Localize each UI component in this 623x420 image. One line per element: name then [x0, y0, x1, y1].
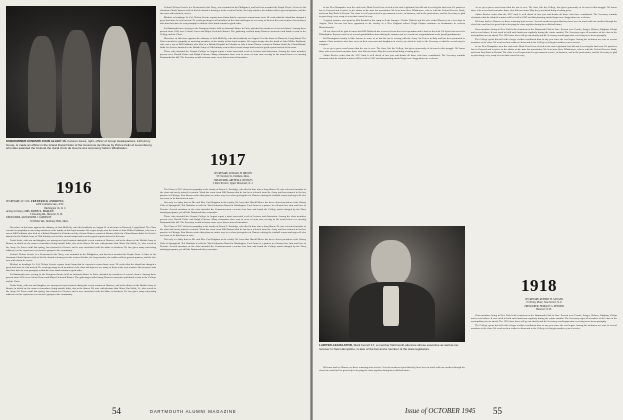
- treasurer-address: 50 Wilbur Rd., Wellesley Hills, Mass.: [30, 219, 69, 223]
- treasurer-label: TREASURER, HORACE G. PENDER: [524, 304, 564, 308]
- paragraph: The Class of 1917 offers its sympathy to the family of Ernest L. Partridge, who died in June after a long illness. He was a devoted member of the class and rarely missed a reunion. Word has come from Bill Duncan that he has been released from the Army and has returned to his law practice in Chicago. Don Brown writes that plans are under way for a class get-together in Hanover during the football season and urges all who can come to let him know at once.: [160, 225, 306, 238]
- paragraph: Sid Harrington's family is little known to some of us but his son is serving with the Army Air Forces in Italy and has been promoted to captain. Class members who have news of their own sons and daughters in service are asked to write to the Secretary so that the record may be complete.: [319, 36, 465, 47]
- text-column-right-upper: [471, 6, 617, 276]
- paragraph: Arthur Bowles writes that the 1917 fund is well ahead of last year and thanks all those who have contributed. The Secretary reminds classmates that the thirtieth reunion will be held in 1947 and that planning should begin now. Suggestions are welcome.: [319, 54, 465, 61]
- secretary-address-1: 4200 Cathedral Ave., N.W.: [36, 203, 64, 207]
- treasurer-address: Hanover, N. H.: [536, 307, 552, 311]
- paragraph: of our New Hampshire men live and work. Mark Ferrell was elected to the state legislature last fall and is serving his first term. He practices law in Concord and is active in the affairs of the state bar association. We hear from Stew Whittemore, who is with the Federal Reserve Bank, and from Ray Buck in Detroit. The class is well represented in government service, in business, and in the professions, and the Secretary is glad to pass along every scrap of news that comes his way.: [471, 45, 617, 58]
- text-column-1917-cont: [319, 6, 465, 222]
- secretary-block-1917: [160, 172, 306, 185]
- treasurer-address: 3 Park Terrace, Upper Montclair, N. J.: [212, 181, 254, 185]
- paragraph: Michael as headings. Lt. Col. Nelson Gowrie reports from Guam that he expects to return home soon. He writes that the island has changed a great deal since he first arrived. He sends greetings to all members of the class and hopes to see many of them at the next reunion. Our treasurer asks that class dues be sent promptly so that the class funds remain in good order.: [6, 263, 156, 273]
- secretary-address: 53 Chestnut St., Dedham, Mass.: [216, 175, 250, 179]
- text-column-1917-end: [319, 366, 465, 406]
- caption-heading: LAWYER-LEGISLATOR,: [319, 343, 353, 347]
- ceremony-photo: [6, 6, 156, 138]
- text-column-1916: [6, 226, 156, 404]
- secretary-label: SECRETARY, LT. COL.: [6, 200, 31, 203]
- page-number-right: 55: [493, 406, 502, 416]
- text-column-1918: [471, 314, 617, 406]
- paragraph: Ex-Dartmouth men serving in the European theater held an informal dinner in Paris, attended by members of several classes. Among those present from 1916 were Colonel Jones and Major Frederick Barnes. The gathering recalled many Hanover memories and drank a toast to the College and the Class.: [6, 273, 156, 283]
- paragraph: Welcome back to Hanover to those returning from service. Several members report that they have been in touch with one another through the class letter and find it a great help in keeping the class together during these difficult times.: [319, 366, 465, 373]
- secretary-address: 73 Trinity Place, New York 6, N. Y.: [525, 301, 563, 305]
- paragraph: As we go to press word comes that the war is over. The class, like the College, has given generously of its sons in this struggle. We honor those who served and remember those who did not return. May the years ahead bring a lasting peace.: [471, 6, 617, 13]
- text-column-right-top: [160, 6, 306, 152]
- left-page: [0, 0, 310, 420]
- secretary-label: SECRETARY, DONALD H. BROWN: [214, 172, 252, 175]
- legislator-photo: [319, 226, 465, 342]
- secretary-label: SECRETARY, ROBERT H. SANGER: [525, 298, 563, 301]
- secretary-address-2: Washington 16, D. C.: [44, 206, 67, 210]
- paragraph: Frank Jenks, with son and daughter, are among our loyal contacts during the recent reunion at Hanover, and at the dinner of the British Army of Burma, in which are the names of members living outside India, also at the dinner. We note with pleasure that Albert Van Sickle, Jr., who served in the Army Air Forces until last spring, has returned to Glencoe and is now associated with his father in business. He has given many interesting addresses on his experiences overseas to groups in the community.: [6, 239, 156, 252]
- secretary-name: FREDERICK ANDREWS: [30, 200, 64, 203]
- paragraph: Arthur Bowles writes that the 1917 fund is well ahead of last year and thanks all those who have contributed. The Secretary reminds classmates that the thirtieth reunion will be held in 1947 and that planning should begin now. Suggestions are welcome.: [471, 13, 617, 20]
- paragraph: Michael as headings. Lt. Col. Nelson Gowrie reports from Guam that he expects to return home soon. He writes that the island has changed a great deal since he first arrived. He sends greetings to all members of the class and hopes to see many of them at the next reunion. Our treasurer asks that class dues be sent promptly so that the class funds remain in good order.: [160, 16, 306, 26]
- paragraph: Elsewhere in this issue appears the obituary of Jack McKelly, who died suddenly on August 21 at his home in Hancock, Long Island. The Class extends its sympathy to surviving members of the family of this loyal member. We regret deeply also the death of John Wilder Parkhurst, who was a son of Bill Parkhurst who died of a British Hospital in Calcutta on July 4 from Chinese contact at Burma which the China-Burma-India Air Service attached to the British Army of 25th Infantry sent to their eternal camps and ceaseless good reports arrived of his tours.: [160, 36, 306, 50]
- paragraph: All our class will be glad to know that Bill Holbrook has recovered from his recent operation and is back at his desk. Ed Lyons has moved to Philadelphia. Reports reach us of several grandchildren born during the summer and we extend our congratulations to the proud grandparents.: [319, 29, 465, 36]
- secretary-block-1916: [6, 200, 156, 223]
- acting-secretary-address: 3 Downing Rd., Hanover, N. H.: [30, 213, 63, 217]
- paragraph: Ex-Dartmouth men serving in the European theater held an informal dinner in Paris, attended by members of several classes. Among those present from 1916 were Colonel Jones and Major Frederick Barnes. The gathering recalled many Hanover memories and drank a toast to the College and the Class.: [160, 26, 306, 36]
- right-page: [313, 0, 623, 420]
- paragraph: The College opens this fall with a larger civilian enrollment than in any year since the war began. Among the freshmen are sons of several members of the class. We send our best wishes to them and to the College as it begins another year of service.: [471, 324, 617, 331]
- paragraph: Those who attended the Alumni College in August report a most successful week of lectures and discussion. Among the class members present were Harold Fisher and Ralph Peterson. Many classmates have sent in news of sons now serving in the armed forces or entering Dartmouth this fall. The Secretary would welcome more news letters from all members.: [160, 214, 306, 224]
- class-year-1917: 1917: [210, 150, 246, 169]
- paragraph: of our New Hampshire men live and work. Mark Ferrell was elected to the state legislature last fall and is serving his first term. He practices law in Concord and is active in the affairs of the state bar association. We hear from Stew Whittemore, who is with the Federal Reserve Bank, and from Ray Buck in Detroit. The class is well represented in government service, in business, and in the professions, and the Secretary is glad to pass along every scrap of news that comes his way.: [319, 6, 465, 19]
- paragraph: The College opens this fall with a larger civilian enrollment than in any year since the war began. Among the freshmen are sons of several members of the class. We send our best wishes to them and to the College as it begins another year of service.: [471, 37, 617, 44]
- treasurer-label: TREASURER, ARTHUR A. BOWLES: [213, 178, 253, 182]
- photo-caption: [319, 344, 465, 351]
- paragraph: Welcome back to Hanover to those returning from service. Several members report that they have been in touch with one another through the class letter and find it a great help in keeping the class together during these difficult times.: [471, 20, 617, 27]
- paragraph: Those who attended the Alumni College in August report a most successful week of lectures and discussion. Among the class members present were Harold Fisher and Ralph Peterson. Many classmates have sent in news of sons now serving in the armed forces or entering Dartmouth this fall. The Secretary would welcome more news letters from all members.: [160, 50, 306, 60]
- acting-secretary-name: JOHN S. BAILEY: [30, 209, 55, 213]
- paragraph: Class members living in New York held a luncheon at the Dartmouth Club in June. Present were Pender, Sanger, Holmes, Brigham, Phelps and several others. It was voted to hold such luncheons regularly during the winter months. The Secretary urges all members of the class in the metropolitan area to attend. The 1918 class letter will go out shortly and the Secretary would appreciate receiving news items promptly.: [471, 27, 617, 37]
- paragraph: Not only is a baby born to Mr. and Mrs. Carl Brigham in the family. We learn that Harold Moore has been elected president of the Rotary Club of Springfield. Ted Hutchins is with the War Production Board in Washington. Fred Grant is a partner in a Boston law firm and lives in Newton. Several members of the class attended the Commencement exercises last June and found the College much changed by the Navy training programs, yet still the Dartmouth they remember.: [160, 201, 306, 214]
- photo-caption: [6, 140, 156, 151]
- paragraph: Class members living in New York held a luncheon at the Dartmouth Club in June. Present were Pender, Sanger, Holmes, Brigham, Phelps and several others. It was voted to hold such luncheons regularly during the winter months. The Secretary urges all members of the class in the metropolitan area to attend. The 1918 class letter will go out shortly and the Secretary would appreciate receiving news items promptly.: [471, 314, 617, 324]
- running-footer: DARTMOUTH ALUMNI MAGAZINE: [150, 409, 237, 414]
- secretary-block-1918: [471, 298, 617, 311]
- issue-line: Issue of OCTOBER 1945: [405, 407, 476, 415]
- paragraph: Not only is a baby born to Mr. and Mrs. Carl Brigham in the family. We learn that Harold Moore has been elected president of the Rotary Club of Springfield. Ted Hutchins is with the War Production Board in Washington. Fred Grant is a partner in a Boston law firm and lives in Newton. Several members of the class attended the Commencement exercises last June and found the College much changed by the Navy training programs, yet still the Dartmouth they remember.: [160, 238, 306, 251]
- page-number-left: 54: [112, 406, 121, 416]
- caption-text: Colonel Jones, right, officer of Group Headquarters, 12th Army Group, is made an officer in the Grand Ducal Order of the Couronne de Chene by Prince Felix of Luxembourg who also awarded the Colonel the ducal Croix de Guerre at a ceremony held in Wiesbaden.: [6, 139, 152, 151]
- treasurer-label: TREASURER, ALEXANDER J. JAMIESON: [6, 216, 52, 220]
- paragraph: Colonel Nelson Gowrie is a Lieutenant in the Navy, was wounded in the Philippines, and has been awarded the Purple Heart. A letter to his classmate Chuck Spencer tells of his life aboard a destroyer in the western Pacific, the long watches, the sudden calls to general quarters, and the fine men with whom he serves.: [6, 252, 156, 262]
- text-column-1917: [160, 188, 306, 404]
- caption-text: Mark Ferrell '17, a member Dartmouth alumnus whose executive as well as tax receiver in New Hampshire, is also of the bar and a member of the state legislature.: [319, 343, 459, 351]
- paragraph: A typical summer was spent by Bob Kendall at his camp on Lake Sunapee. Charlie Nichols and his wife visited Hanover for a few days in August. Nick Stevens has been appointed to the faculty of a New England school. Hugh Chapin continues as headmaster in western Massachusetts.: [319, 19, 465, 29]
- paragraph: Elsewhere in this issue appears the obituary of Jack McKelly, who died suddenly on August 21 at his home in Hancock, Long Island. The Class extends its sympathy to surviving members of the family of this loyal member. We regret deeply also the death of John Wilder Parkhurst, who was a son of Bill Parkhurst who died of a British Hospital in Calcutta on July 4 from Chinese contact at Burma which the China-Burma-India Air Service attached to the British Army of 25th Infantry sent to their eternal camps and ceaseless good reports arrived of his tours.: [6, 226, 156, 239]
- paragraph: Frank Jenks, with son and daughter, are among our loyal contacts during the recent reunion at Hanover, and at the dinner of the British Army of Burma, in which are the names of members living outside India, also at the dinner. We note with pleasure that Albert Van Sickle, Jr., who served in the Army Air Forces until last spring, has returned to Glencoe and is now associated with his father in business. He has given many interesting addresses on his experiences overseas to groups in the community.: [6, 283, 156, 296]
- class-year-1916: 1916: [56, 178, 92, 197]
- class-year-1918: 1918: [521, 276, 557, 295]
- paragraph: Colonel Nelson Gowrie is a Lieutenant in the Navy, was wounded in the Philippines, and has been awarded the Purple Heart. A letter to his classmate Chuck Spencer tells of his life aboard a destroyer in the western Pacific, the long watches, the sudden calls to general quarters, and the fine men with whom he serves.: [160, 6, 306, 16]
- paragraph: As we go to press word comes that the war is over. The class, like the College, has given generously of its sons in this struggle. We honor those who served and remember those who did not return. May the years ahead bring a lasting peace.: [319, 47, 465, 54]
- paragraph: The Class of 1917 offers its sympathy to the family of Ernest L. Partridge, who died in June after a long illness. He was a devoted member of the class and rarely missed a reunion. Word has come from Bill Duncan that he has been released from the Army and has returned to his law practice in Chicago. Don Brown writes that plans are under way for a class get-together in Hanover during the football season and urges all who can come to let him know at once.: [160, 188, 306, 201]
- caption-heading: SUBMARINER HOWARD JOHN ALLEN '16.: [6, 139, 67, 143]
- acting-secretary-label: Acting Secretary, MRS.: [6, 209, 31, 213]
